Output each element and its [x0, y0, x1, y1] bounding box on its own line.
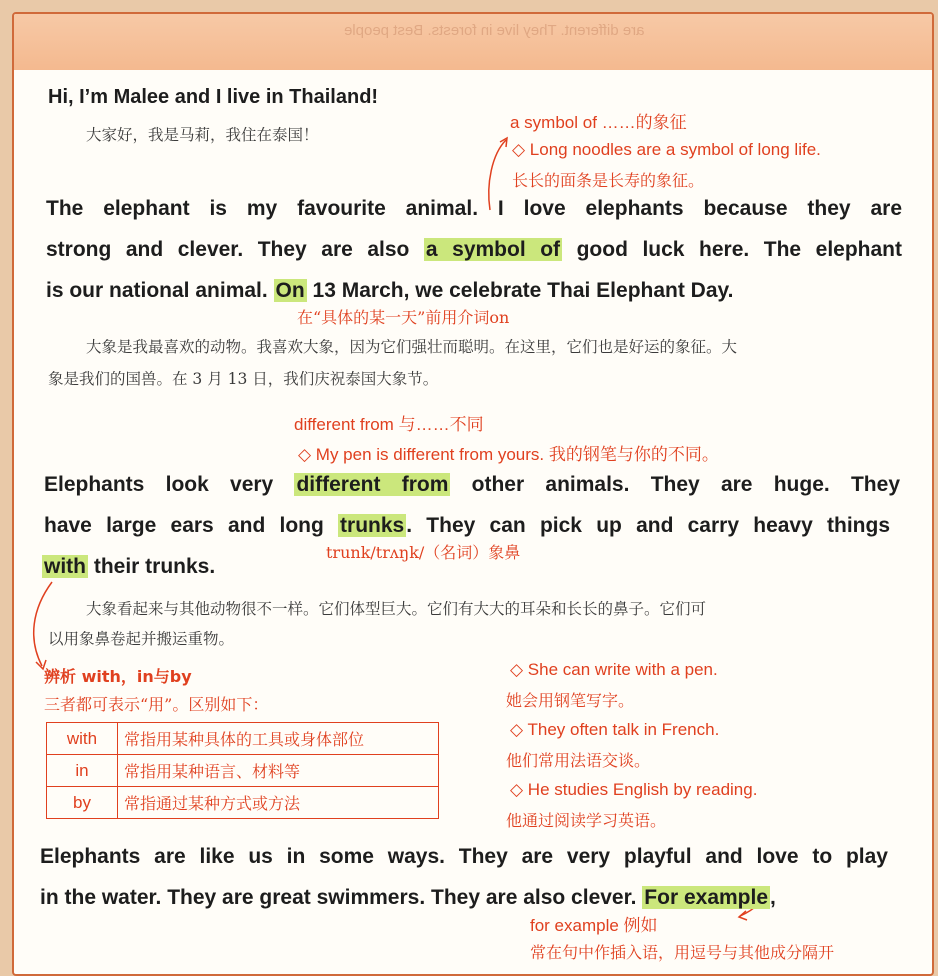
para1-translation-line2: 象是我们的国兽。在 3 月 13 日，我们庆祝泰国大象节。	[48, 370, 439, 388]
highlight-for-example: For example	[644, 886, 769, 909]
bleed-through-text: are different. They live in forests. Best people	[344, 22, 645, 39]
para1-line3-b: 13 March, we celebrate Thai Elephant Day.	[306, 279, 734, 302]
highlight-a-symbol-of: a symbol of	[425, 238, 561, 261]
para1-translation-line1: 大象是我最喜欢的动物。我喜欢大象，因为它们强壮而聪明。在这里，它们也是好运的象征。大	[86, 338, 738, 356]
table-key: with	[47, 723, 118, 755]
analysis-title: 辨析 with，in与by	[44, 667, 192, 686]
para2-line2-b: . They can pick up and carry heavy things	[406, 514, 890, 537]
table-row	[47, 723, 439, 755]
note-for-example-term: for example 例如	[530, 916, 658, 935]
example-in-cn: 他们常用法语交谈。	[506, 751, 651, 770]
example-with-cn: 她会用钢笔写字。	[506, 691, 635, 710]
para2-line1-a: Elephants look very	[44, 473, 295, 496]
note-different-term: different from 与……不同	[294, 415, 484, 434]
example-by-cn: 他通过阅读学习英语。	[506, 811, 667, 830]
note-for-example-desc: 常在句中作插入语，用逗号与其他成分隔开	[530, 943, 835, 962]
table-value: 常指用某种语言、材料等	[118, 755, 439, 787]
table-row	[47, 787, 439, 819]
para2-line2-a: have large ears and long	[44, 514, 339, 537]
para1-line1: The elephant is my favourite animal. I love elephants because they are	[46, 197, 902, 220]
para3-line1: Elephants are like us in some ways. They are very playful and love to play	[40, 845, 888, 868]
intro-line: Hi, I’m Malee and I live in Thailand!	[48, 86, 379, 108]
note-different-example: ◇ My pen is different from yours. 我的钢笔与你的不同。	[298, 445, 719, 464]
arrow-symbol	[489, 140, 506, 210]
para2-line1-b: other animals. They are huge. They	[450, 473, 900, 496]
comparison-table	[46, 722, 439, 819]
para1-line3-a: is our national animal.	[46, 279, 274, 302]
arrow-with	[34, 582, 52, 666]
highlight-different-from: different from	[296, 473, 449, 496]
note-symbol-example-cn: 长长的面条是长寿的象征。	[512, 171, 705, 190]
para1-line2-a: strong and clever. They are also	[46, 238, 424, 261]
para3-line2	[40, 877, 776, 918]
para2-translation-line2: 以用象鼻卷起并搬运重物。	[48, 630, 235, 648]
note-on: 在“具体的某一天”前用介词on	[297, 308, 510, 327]
example-with: ◇ She can write with a pen.	[510, 660, 718, 679]
highlight-on: On	[275, 279, 305, 302]
note-symbol-term: a symbol of ……的象征	[510, 113, 687, 132]
para3-line2-b: ,	[770, 886, 776, 909]
page	[12, 12, 934, 976]
para1-line2-b: good luck here. The elephant	[562, 238, 902, 261]
note-trunk: trunk/trʌŋk/（名词）象鼻	[326, 543, 521, 562]
table-value: 常指通过某种方式或方法	[118, 787, 439, 819]
para3-line2-a: in the water. They are great swimmers. They are also clever.	[40, 886, 643, 909]
intro-translation: 大家好，我是马莉，我住在泰国！	[86, 126, 319, 144]
para2-translation-line1: 大象看起来与其他动物很不一样。它们体型巨大。它们有大大的耳朵和长长的鼻子。它们可	[86, 600, 707, 618]
highlight-trunks: trunks	[340, 514, 405, 537]
table-key: in	[47, 755, 118, 787]
highlight-with: with	[44, 555, 86, 578]
analysis-subtitle: 三者都可表示“用”。区别如下：	[44, 695, 269, 714]
arrows-overlay	[14, 14, 932, 974]
example-in: ◇ They often talk in French.	[510, 720, 720, 739]
example-by: ◇ He studies English by reading.	[510, 780, 758, 799]
para2-line3-b: their trunks.	[88, 555, 216, 578]
table-value: 常指用某种具体的工具或身体部位	[118, 723, 439, 755]
table-row	[47, 755, 439, 787]
table-key: by	[47, 787, 118, 819]
note-symbol-example: ◇ Long noodles are a symbol of long life.	[512, 140, 821, 159]
